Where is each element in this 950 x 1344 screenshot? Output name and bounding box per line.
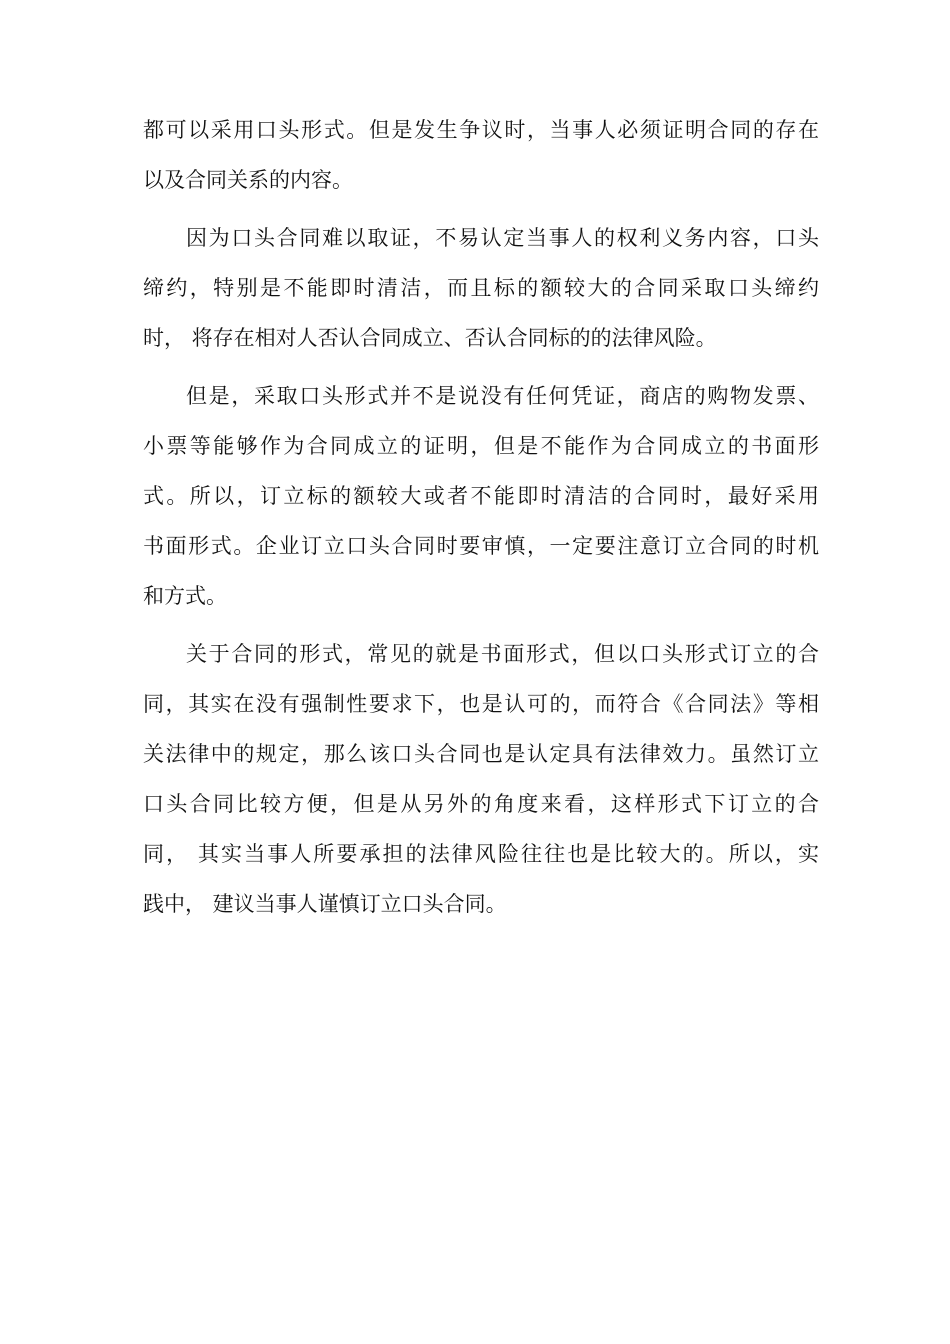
text-line: 践中， 建议当事人谨慎订立口头合同。 xyxy=(143,892,507,916)
text-line: 都可以采用口头形式。但是发生争议时，当事人必须证明合同的存在 xyxy=(143,118,819,142)
text-line: 时， 将存在相对人否认合同成立、否认合同标的的法律风险。 xyxy=(143,326,717,350)
text-line: 因为口头合同难以取证，不易认定当事人的权利义务内容，口头 xyxy=(186,226,819,250)
text-line: 缔约，特别是不能即时清洁，而且标的额较大的合同采取口头缔约 xyxy=(143,276,819,300)
text-line: 式。所以，订立标的额较大或者不能即时清洁的合同时，最好采用 xyxy=(143,484,819,508)
text-line: 口头合同比较方便，但是从另外的角度来看，这样形式下订立的合 xyxy=(143,792,819,816)
paragraph-1 xyxy=(143,105,819,205)
text-line: 书面形式。企业订立口头合同时要审慎，一定要注意订立合同的时机 xyxy=(143,534,819,558)
text-line: 但是，采取口头形式并不是说没有任何凭证，商店的购物发票、 xyxy=(186,384,819,408)
text-line: 同， 其实当事人所要承担的法律风险往往也是比较大的。所以，实 xyxy=(143,842,819,866)
text-line: 关于合同的形式，常见的就是书面形式，但以口头形式订立的合 xyxy=(186,642,819,666)
text-line: 和方式。 xyxy=(143,584,227,608)
text-line: 以及合同关系的内容。 xyxy=(143,168,353,192)
paragraph-4 xyxy=(143,629,819,929)
paragraph-3 xyxy=(143,371,819,621)
paragraph-2 xyxy=(143,213,819,363)
text-line: 关法律中的规定，那么该口头合同也是认定具有法律效力。虽然订立 xyxy=(143,742,819,766)
text-line: 同，其实在没有强制性要求下，也是认可的，而符合《合同法》等相 xyxy=(143,692,819,716)
text-line: 小票等能够作为合同成立的证明，但是不能作为合同成立的书面形 xyxy=(143,434,819,458)
document-body xyxy=(143,105,819,937)
